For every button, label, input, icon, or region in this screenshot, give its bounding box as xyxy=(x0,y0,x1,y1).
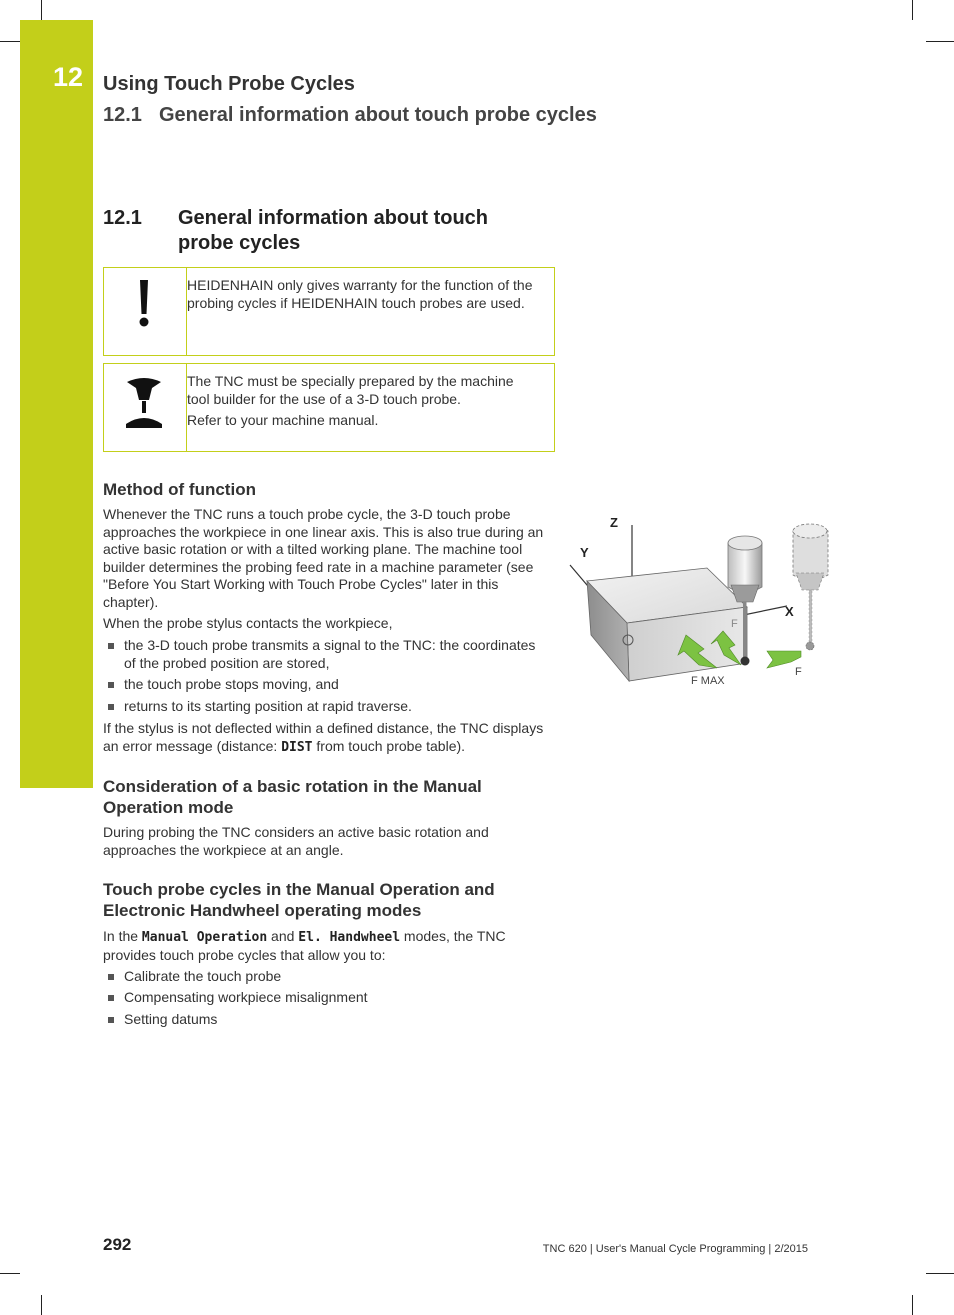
running-header-title: General information about touch probe cycles xyxy=(159,104,597,126)
chapter-tab xyxy=(20,20,93,788)
crop-mark xyxy=(912,1295,913,1315)
text-run: from touch probe table). xyxy=(312,737,466,754)
method-paragraph xyxy=(103,720,545,756)
method-paragraph: When the probe stylus contacts the workpiece, xyxy=(103,615,393,631)
crop-mark xyxy=(926,1273,954,1274)
heading-method: Method of function xyxy=(103,480,256,499)
code-el-handwheel: El. Handwheel xyxy=(298,930,401,945)
axis-y-label: Y xyxy=(580,545,589,560)
axis-z-label: Z xyxy=(610,515,618,530)
list-item: Calibrate the touch probe xyxy=(103,968,545,986)
text-run: In the xyxy=(103,928,142,944)
list-item: the touch probe stops moving, and xyxy=(103,676,545,694)
manual-paragraph xyxy=(103,928,545,964)
heading-manual: Touch probe cycles in the Manual Operation and Electronic Handwheel operating modes xyxy=(103,880,495,920)
crop-mark xyxy=(41,0,42,20)
chapter-number: 12 xyxy=(53,62,84,92)
list-item: the 3-D touch probe transmits a signal to the TNC: the coordinates of the probed position are stored, xyxy=(103,637,545,672)
crop-mark xyxy=(926,41,954,42)
page-number: 292 xyxy=(103,1235,132,1254)
crop-mark xyxy=(912,0,913,20)
note-warranty xyxy=(103,267,555,356)
note-line: HEIDENHAIN only gives warranty for the function of the probing cycles if HEIDENHAIN touch probes are used. xyxy=(187,277,533,311)
rotation-paragraph: During probing the TNC considers an active basic rotation and approaches the workpiece at an angle. xyxy=(103,824,489,858)
section-title: General information about touch probe cycles xyxy=(178,207,489,254)
machine-icon xyxy=(122,374,166,434)
chapter-title: Using Touch Probe Cycles xyxy=(103,73,355,95)
touch-probe-figure xyxy=(565,505,865,695)
text-run: modes, the TNC provides touch probe cycles that allow you to: xyxy=(103,928,506,963)
code-dist: DIST xyxy=(281,739,313,755)
footer-text: TNC 620 | User's Manual Cycle Programming | 2/2015 xyxy=(542,1243,808,1255)
note-machine xyxy=(103,363,555,452)
axis-x-label: X xyxy=(785,604,794,619)
label-f-right: F xyxy=(795,666,802,678)
running-header-number: 12.1 xyxy=(103,104,142,126)
touch-probe-start-position xyxy=(793,524,828,650)
crop-mark xyxy=(41,1295,42,1315)
text-run: and xyxy=(267,928,299,944)
note-line: Refer to your machine manual. xyxy=(187,412,379,428)
label-fmax: F MAX xyxy=(691,675,725,687)
text-run: If the stylus is not deflected within a defined distance, the TNC displays an error message (distance: xyxy=(103,720,544,754)
label-f-top: F xyxy=(731,618,738,630)
list-item: Setting datums xyxy=(103,1011,545,1029)
note-text xyxy=(187,372,534,432)
exclamation-icon xyxy=(122,276,166,336)
note-line: The TNC must be specially prepared by the machine tool builder for the use of a 3-D touch probe. xyxy=(187,373,514,407)
list-item: returns to its starting position at rapid traverse. xyxy=(103,698,545,716)
running-header xyxy=(103,104,597,127)
method-paragraph: Whenever the TNC runs a touch probe cycle, the 3-D touch probe approaches the workpiece in one linear axis. This is also true during an active basic rotation or with a tilted working plane. The machine tool builder determines the probing feed rate in a machine parameter (see "Before You Start Working with Touch Probe Cycles" later in this chapter). xyxy=(103,506,544,610)
note-text xyxy=(187,276,534,315)
crop-mark xyxy=(0,41,20,42)
crop-mark xyxy=(0,1273,20,1274)
code-manual-operation: Manual Operation xyxy=(141,930,268,945)
list-item: Compensating workpiece misalignment xyxy=(103,989,545,1007)
heading-rotation: Consideration of a basic rotation in the Manual Operation mode xyxy=(103,777,482,817)
section-number: 12.1 xyxy=(103,207,142,229)
